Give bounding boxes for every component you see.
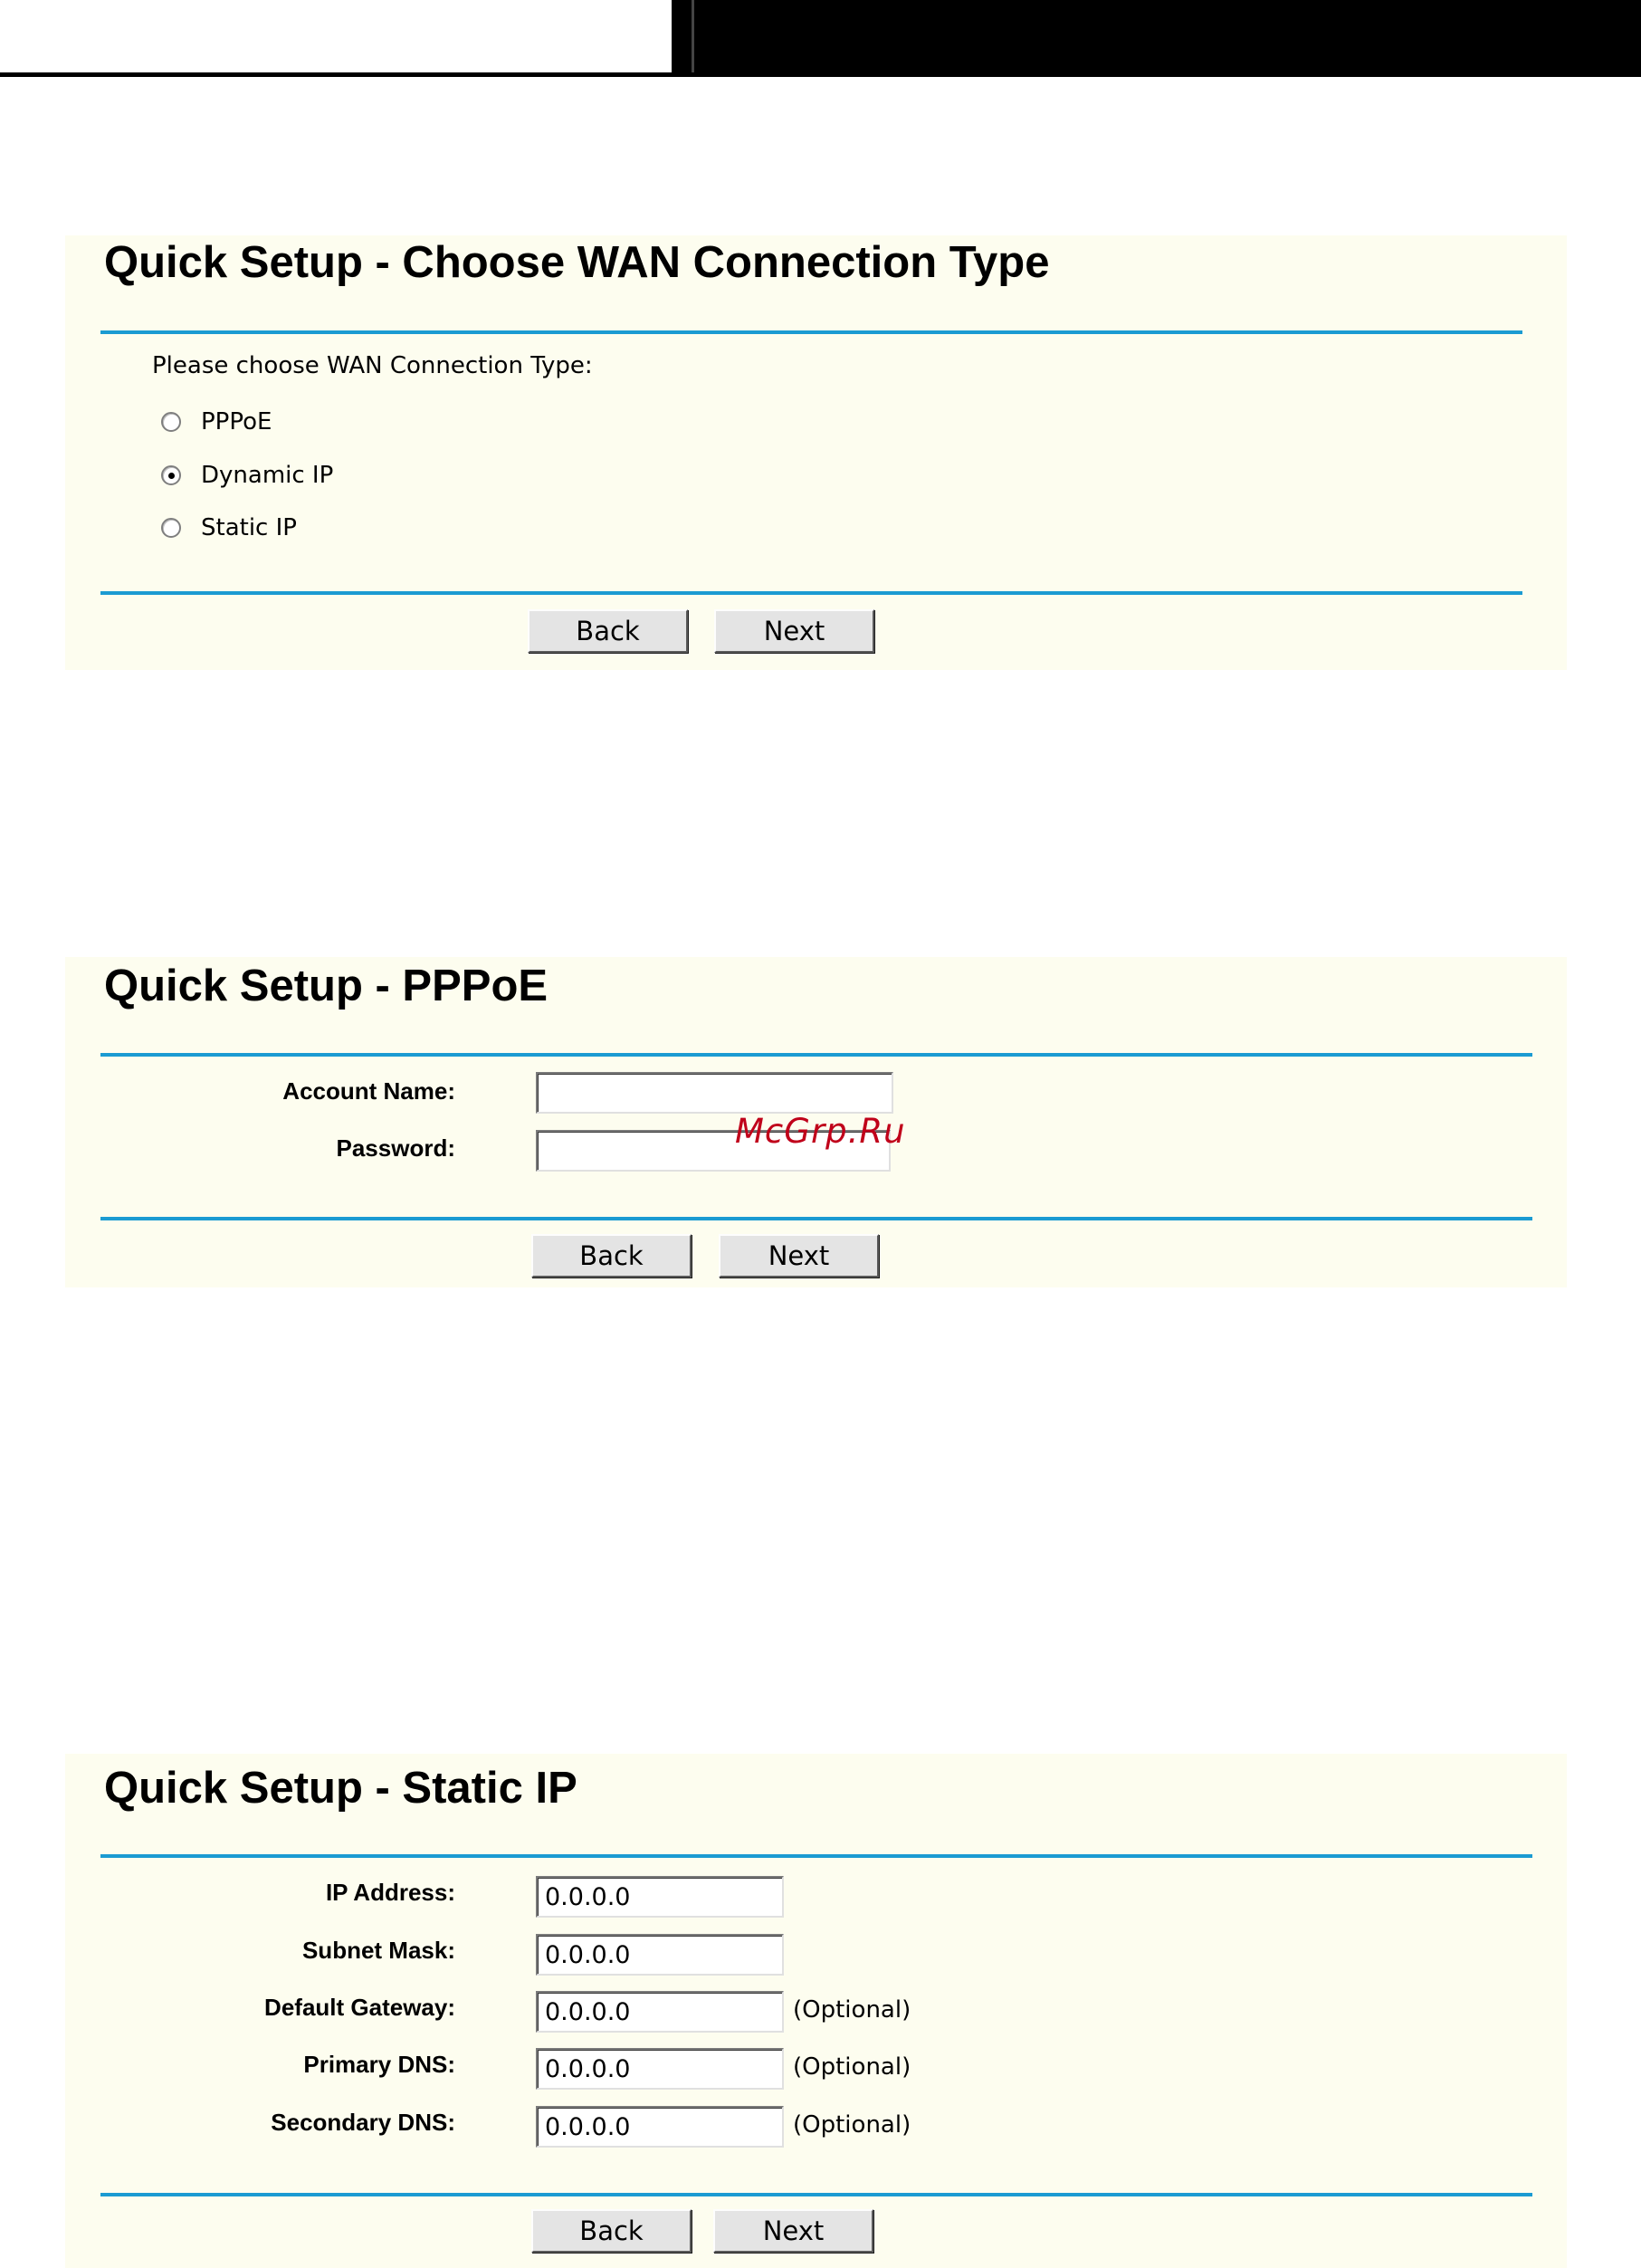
divider-bottom <box>100 1217 1532 1220</box>
primary-dns-input[interactable]: 0.0.0.0 <box>536 2048 784 2090</box>
radio-label: PPPoE <box>201 408 272 435</box>
wan-type-panel <box>65 235 1567 670</box>
account-name-input[interactable] <box>536 1072 893 1114</box>
subnet-mask-label: Subnet Mask: <box>301 1937 455 1964</box>
optional-note: (Optional) <box>793 2053 911 2081</box>
page-title: Quick Setup - Choose WAN Connection Type <box>104 238 1050 287</box>
next-button[interactable]: Next <box>719 1234 879 1278</box>
radio-button[interactable] <box>161 518 181 538</box>
ip-address-label: IP Address: <box>325 1879 455 1906</box>
subnet-mask-input[interactable]: 0.0.0.0 <box>536 1934 784 1976</box>
primary-dns-label: Primary DNS: <box>303 2051 455 2078</box>
radio-option-static-ip[interactable] <box>161 510 297 546</box>
optional-note: (Optional) <box>793 2111 911 2139</box>
next-button[interactable]: Next <box>714 609 874 653</box>
back-button[interactable]: Back <box>531 1234 692 1278</box>
page-title: Quick Setup - PPPoE <box>104 962 549 1010</box>
default-gateway-label: Default Gateway: <box>264 1994 455 2021</box>
divider-top <box>100 1854 1532 1858</box>
radio-button-checked[interactable] <box>161 465 181 485</box>
radio-option-dynamic-ip[interactable] <box>161 457 333 493</box>
account-name-label: Account Name: <box>282 1077 455 1105</box>
radio-option-pppoe[interactable] <box>161 404 272 440</box>
next-button[interactable]: Next <box>713 2209 873 2253</box>
divider-bottom <box>100 591 1522 595</box>
wan-type-prompt: Please choose WAN Connection Type: <box>152 352 593 379</box>
page-title: Quick Setup - Static IP <box>104 1764 577 1813</box>
password-label: Password: <box>336 1134 455 1162</box>
optional-note: (Optional) <box>793 1996 911 2024</box>
secondary-dns-input[interactable]: 0.0.0.0 <box>536 2106 784 2148</box>
back-button[interactable]: Back <box>528 609 688 653</box>
static-ip-panel <box>65 1754 1567 2268</box>
divider-top <box>100 330 1522 334</box>
back-button[interactable]: Back <box>531 2209 692 2253</box>
radio-label: Static IP <box>201 514 297 541</box>
ip-address-input[interactable]: 0.0.0.0 <box>536 1876 784 1918</box>
divider-top <box>100 1053 1532 1057</box>
radio-button[interactable] <box>161 412 181 432</box>
default-gateway-input[interactable]: 0.0.0.0 <box>536 1991 784 2033</box>
secondary-dns-label: Secondary DNS: <box>271 2109 455 2136</box>
watermark: McGrp.Ru <box>735 1112 906 1151</box>
header-rule <box>0 72 672 77</box>
radio-label: Dynamic IP <box>201 462 334 489</box>
divider-bottom <box>100 2193 1532 2196</box>
header-black-inner <box>692 0 1641 72</box>
